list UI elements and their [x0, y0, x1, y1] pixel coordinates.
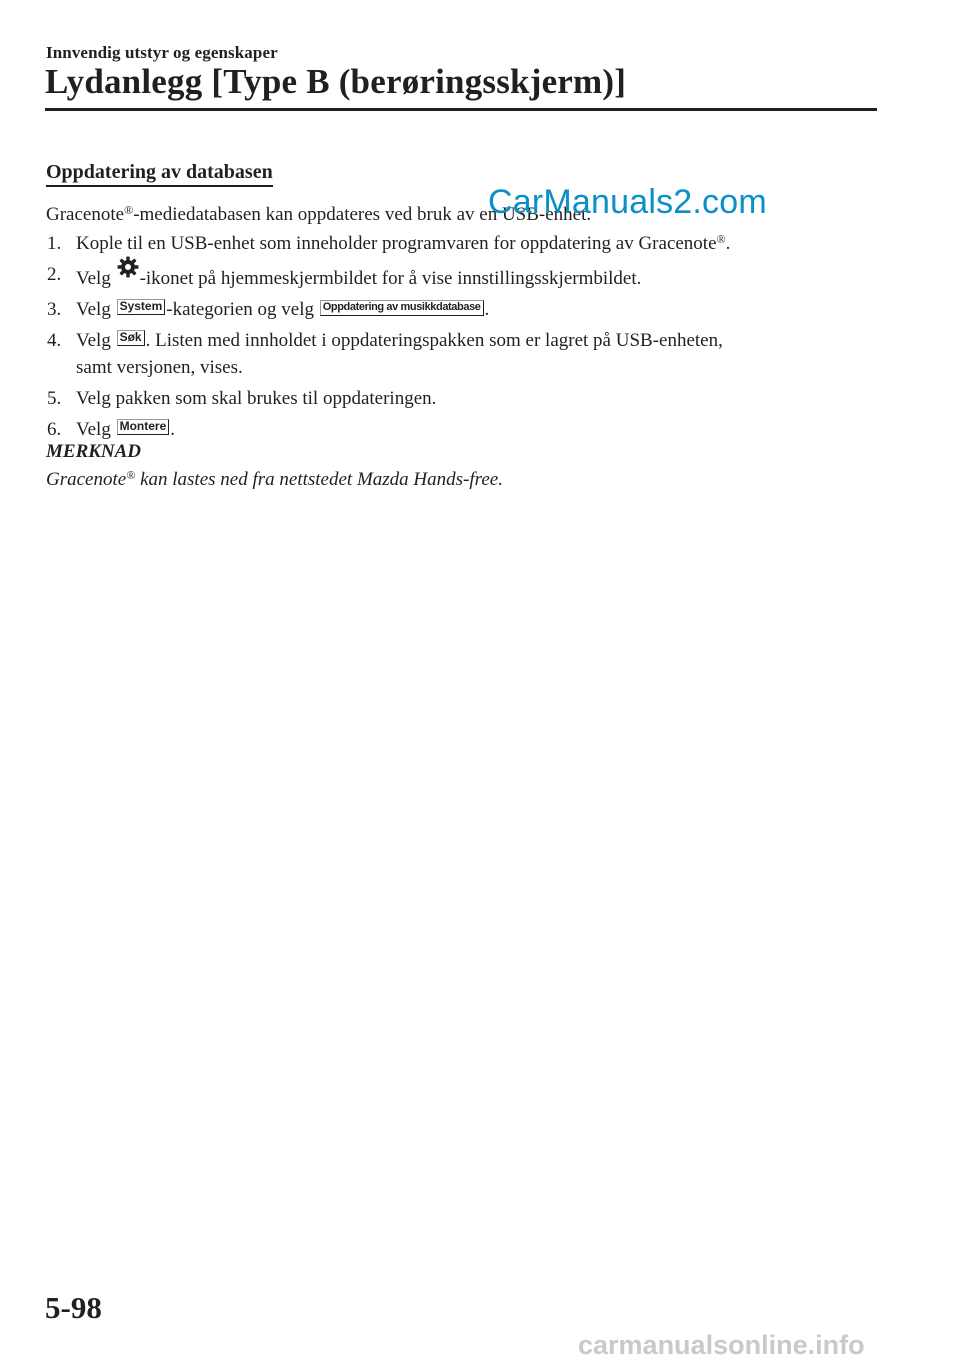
section-heading: Oppdatering av databasen: [46, 161, 273, 187]
watermark-logo: CarManuals2.com: [488, 183, 767, 221]
step-number: 1.: [47, 233, 62, 254]
step-text: Velg: [76, 299, 116, 320]
registered-mark: ®: [126, 468, 136, 482]
chapter-header: Innvendig utstyr og egenskaper: [46, 43, 278, 62]
title-divider: [45, 108, 877, 111]
step-text: .: [170, 419, 175, 440]
list-item: [46, 230, 886, 257]
list-item: [46, 261, 886, 292]
registered-mark: ®: [716, 232, 726, 246]
step-text: Velg: [76, 268, 116, 289]
search-button[interactable]: Søk: [117, 330, 145, 346]
step-text: -ikonet på hjemmeskjermbildet for å vise innstillingsskjermbildet.: [139, 268, 642, 289]
step-text: Velg pakken som skal brukes til oppdateringen.: [76, 388, 437, 409]
step-number: 3.: [47, 299, 62, 320]
registered-mark: ®: [124, 203, 134, 217]
list-item: [46, 416, 886, 443]
system-button[interactable]: System: [117, 299, 166, 315]
step-text: Kople til en USB-enhet som inneholder programvaren for oppdatering av Gracenote: [76, 233, 717, 254]
footer-watermark: carmanualsonline.info: [578, 1330, 865, 1360]
page-number: 5-98: [45, 1290, 102, 1325]
update-music-database-button[interactable]: Oppdatering av musikkdatabase: [320, 300, 484, 316]
steps-list: [46, 230, 886, 447]
step-text: -kategorien og velg: [166, 299, 319, 320]
note-prefix: Gracenote: [46, 469, 127, 490]
intro-suffix: -mediedatabasen kan oppdateres ved bruk av en USB-enhet.: [133, 204, 592, 225]
note-suffix: kan lastes ned fra nettstedet Mazda Hands-free.: [135, 469, 503, 490]
list-item: [46, 327, 886, 381]
intro-prefix: Gracenote: [46, 204, 125, 225]
list-item: [46, 296, 886, 323]
step-number: 2.: [47, 264, 62, 285]
step-text-continued: samt versjonen, vises.: [76, 357, 243, 378]
install-button[interactable]: Montere: [117, 419, 170, 435]
gear-icon: [116, 255, 140, 279]
step-text: . Listen med innholdet i oppdateringspakken som er lagret på USB-enheten,: [145, 330, 723, 351]
step-text: .: [484, 299, 490, 320]
list-item: [46, 385, 886, 412]
step-number: 5.: [47, 388, 62, 409]
page-title: Lydanlegg [Type B (berøringsskjerm)]: [45, 62, 627, 101]
step-text: .: [725, 233, 731, 254]
step-text: Velg: [76, 419, 116, 440]
step-text: Velg: [76, 330, 116, 351]
note-title: MERKNAD: [46, 441, 142, 462]
step-number: 6.: [47, 419, 62, 440]
step-number: 4.: [47, 330, 62, 351]
note-text: [46, 469, 503, 491]
